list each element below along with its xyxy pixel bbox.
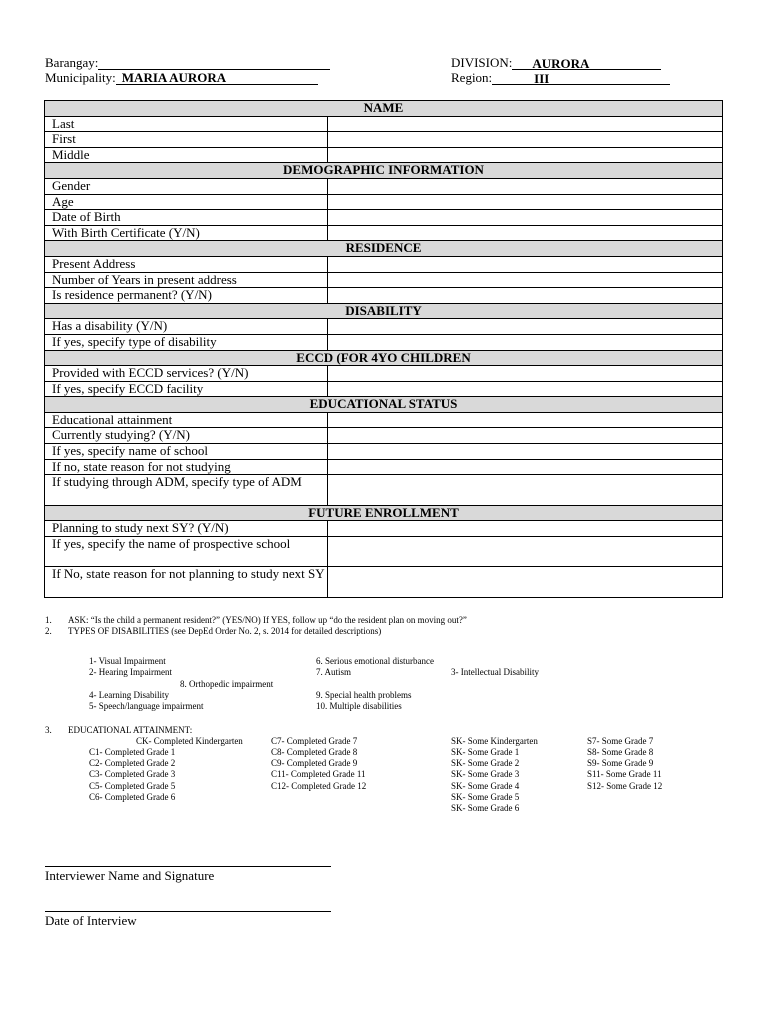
field-value-planning-next-sy[interactable] [328,521,723,537]
note-3-text: EDUCATIONAL ATTAINMENT: [68,725,193,735]
section-header-educational-status: EDUCATIONAL STATUS [45,397,723,413]
section-header-residence: RESIDENCE [45,241,723,257]
attainment-code-ck: CK- Completed Kindergarten [136,736,243,746]
attainment-code: S7- Some Grade 7 [587,736,654,746]
field-label-eccd-services: Provided with ECCD services? (Y/N) [45,366,328,382]
barangay-label: Barangay: [45,55,99,70]
interviewer-signature-label: Interviewer Name and Signature [45,868,215,883]
attainment-code: S8- Some Grade 8 [587,747,654,757]
field-label-residence-permanent: Is residence permanent? (Y/N) [45,288,328,304]
attainment-code: C2- Completed Grade 2 [89,758,176,768]
attainment-code: C5- Completed Grade 5 [89,781,176,791]
section-header-disability: DISABILITY [45,303,723,319]
field-value-eccd-services[interactable] [328,366,723,382]
attainment-code: SK- Some Grade 3 [451,769,520,779]
disability-item: 3- Intellectual Disability [451,667,539,677]
attainment-code: C1- Completed Grade 1 [89,747,176,757]
disability-item: 10. Multiple disabilities [316,701,402,711]
disability-item: 6. Serious emotional disturbance [316,656,434,666]
interview-date-line[interactable] [45,911,331,912]
field-label-last: Last [45,116,328,132]
field-label-years-in-address: Number of Years in present address [45,272,328,288]
attainment-code: C7- Completed Grade 7 [271,736,358,746]
field-label-reason-not-planning: If No, state reason for not planning to study next SY [45,567,328,598]
note-3 [45,725,192,736]
division-label: DIVISION: [451,55,513,70]
note-1-number: 1. [45,615,52,625]
field-value-residence-permanent[interactable] [328,288,723,304]
attainment-code: S9- Some Grade 9 [587,758,654,768]
attainment-code: C6- Completed Grade 6 [89,792,176,802]
field-label-educational-attainment: Educational attainment [45,412,328,428]
division-value[interactable]: AURORA [512,56,661,70]
field-label-reason-not-studying: If no, state reason for not studying [45,459,328,475]
field-label-birth-certificate: With Birth Certificate (Y/N) [45,225,328,241]
barangay-field [45,55,330,70]
region-value[interactable]: III [492,71,670,85]
attainment-code: C8- Completed Grade 8 [271,747,358,757]
municipality-field [45,70,318,85]
field-value-first[interactable] [328,132,723,148]
section-header-demographic: DEMOGRAPHIC INFORMATION [45,163,723,179]
attainment-code: SK- Some Grade 2 [451,758,520,768]
field-value-reason-not-planning[interactable] [328,567,723,598]
field-value-educational-attainment[interactable] [328,412,723,428]
note-1 [45,615,467,626]
disability-item: 1- Visual Impairment [89,656,166,666]
disability-item: 5- Speech/language impairment [89,701,204,711]
field-label-date-of-birth: Date of Birth [45,210,328,226]
field-value-adm-type[interactable] [328,475,723,506]
field-label-adm-type: If studying through ADM, specify type of ADM [45,475,328,506]
division-field [451,55,661,70]
note-2 [45,626,381,637]
note-1-text: ASK: “Is the child a permanent resident?” (YES/NO) If YES, follow up “do the resident plan on moving out?” [68,615,467,625]
attainment-code: S12- Some Grade 12 [587,781,663,791]
field-value-disability-type[interactable] [328,334,723,350]
attainment-code: SK- Some Kindergarten [451,736,538,746]
field-value-middle[interactable] [328,147,723,163]
field-label-prospective-school: If yes, specify the name of prospective school [45,536,328,567]
attainment-code: SK- Some Grade 4 [451,781,520,791]
field-value-has-disability[interactable] [328,319,723,335]
field-label-eccd-facility: If yes, specify ECCD facility [45,381,328,397]
field-value-present-address[interactable] [328,256,723,272]
field-label-middle: Middle [45,147,328,163]
municipality-value[interactable]: MARIA AURORA [116,70,318,85]
region-field [451,70,670,85]
attainment-code: SK- Some Grade 1 [451,747,520,757]
section-header-eccd: ECCD (FOR 4YO CHILDREN [45,350,723,366]
region-label: Region: [451,70,493,85]
attainment-code: C11- Completed Grade 11 [271,769,366,779]
field-value-birth-certificate[interactable] [328,225,723,241]
disability-item: 4- Learning Disability [89,690,169,700]
field-label-age: Age [45,194,328,210]
attainment-code: C12- Completed Grade 12 [271,781,367,791]
field-label-first: First [45,132,328,148]
disability-item: 7. Autism [316,667,352,677]
field-value-last[interactable] [328,116,723,132]
note-2-text: TYPES OF DISABILITIES (see DepEd Order No. 2, s. 2014 for detailed descriptions) [68,626,382,636]
municipality-label: Municipality: [45,70,116,85]
disability-item: 2- Hearing Impairment [89,667,172,677]
section-header-future-enrollment: FUTURE ENROLLMENT [45,505,723,521]
attainment-code: S11- Some Grade 11 [587,769,662,779]
interviewer-signature-line[interactable] [45,866,331,867]
attainment-code: C3- Completed Grade 3 [89,769,176,779]
field-label-disability-type: If yes, specify type of disability [45,334,328,350]
field-value-years-in-address[interactable] [328,272,723,288]
field-label-has-disability: Has a disability (Y/N) [45,319,328,335]
field-label-school-name: If yes, specify name of school [45,444,328,460]
note-3-number: 3. [45,725,52,735]
barangay-value[interactable] [98,55,330,70]
disability-item: 8. Orthopedic impairment [180,679,274,689]
field-value-currently-studying[interactable] [328,428,723,444]
field-value-school-name[interactable] [328,444,723,460]
field-value-eccd-facility[interactable] [328,381,723,397]
profile-form-table [44,100,723,598]
field-value-age[interactable] [328,194,723,210]
field-label-currently-studying: Currently studying? (Y/N) [45,428,328,444]
section-header-name: NAME [45,101,723,117]
field-label-gender: Gender [45,178,328,194]
attainment-code: C9- Completed Grade 9 [271,758,358,768]
attainment-code: SK- Some Grade 5 [451,792,520,802]
field-label-planning-next-sy: Planning to study next SY? (Y/N) [45,521,328,537]
field-value-prospective-school[interactable] [328,536,723,567]
note-2-number: 2. [45,626,52,636]
interview-date-label: Date of Interview [45,913,137,928]
field-value-reason-not-studying[interactable] [328,459,723,475]
field-label-present-address: Present Address [45,256,328,272]
disability-item: 9. Special health problems [316,690,412,700]
field-value-gender[interactable] [328,178,723,194]
field-value-date-of-birth[interactable] [328,210,723,226]
attainment-code: SK- Some Grade 6 [451,803,520,813]
